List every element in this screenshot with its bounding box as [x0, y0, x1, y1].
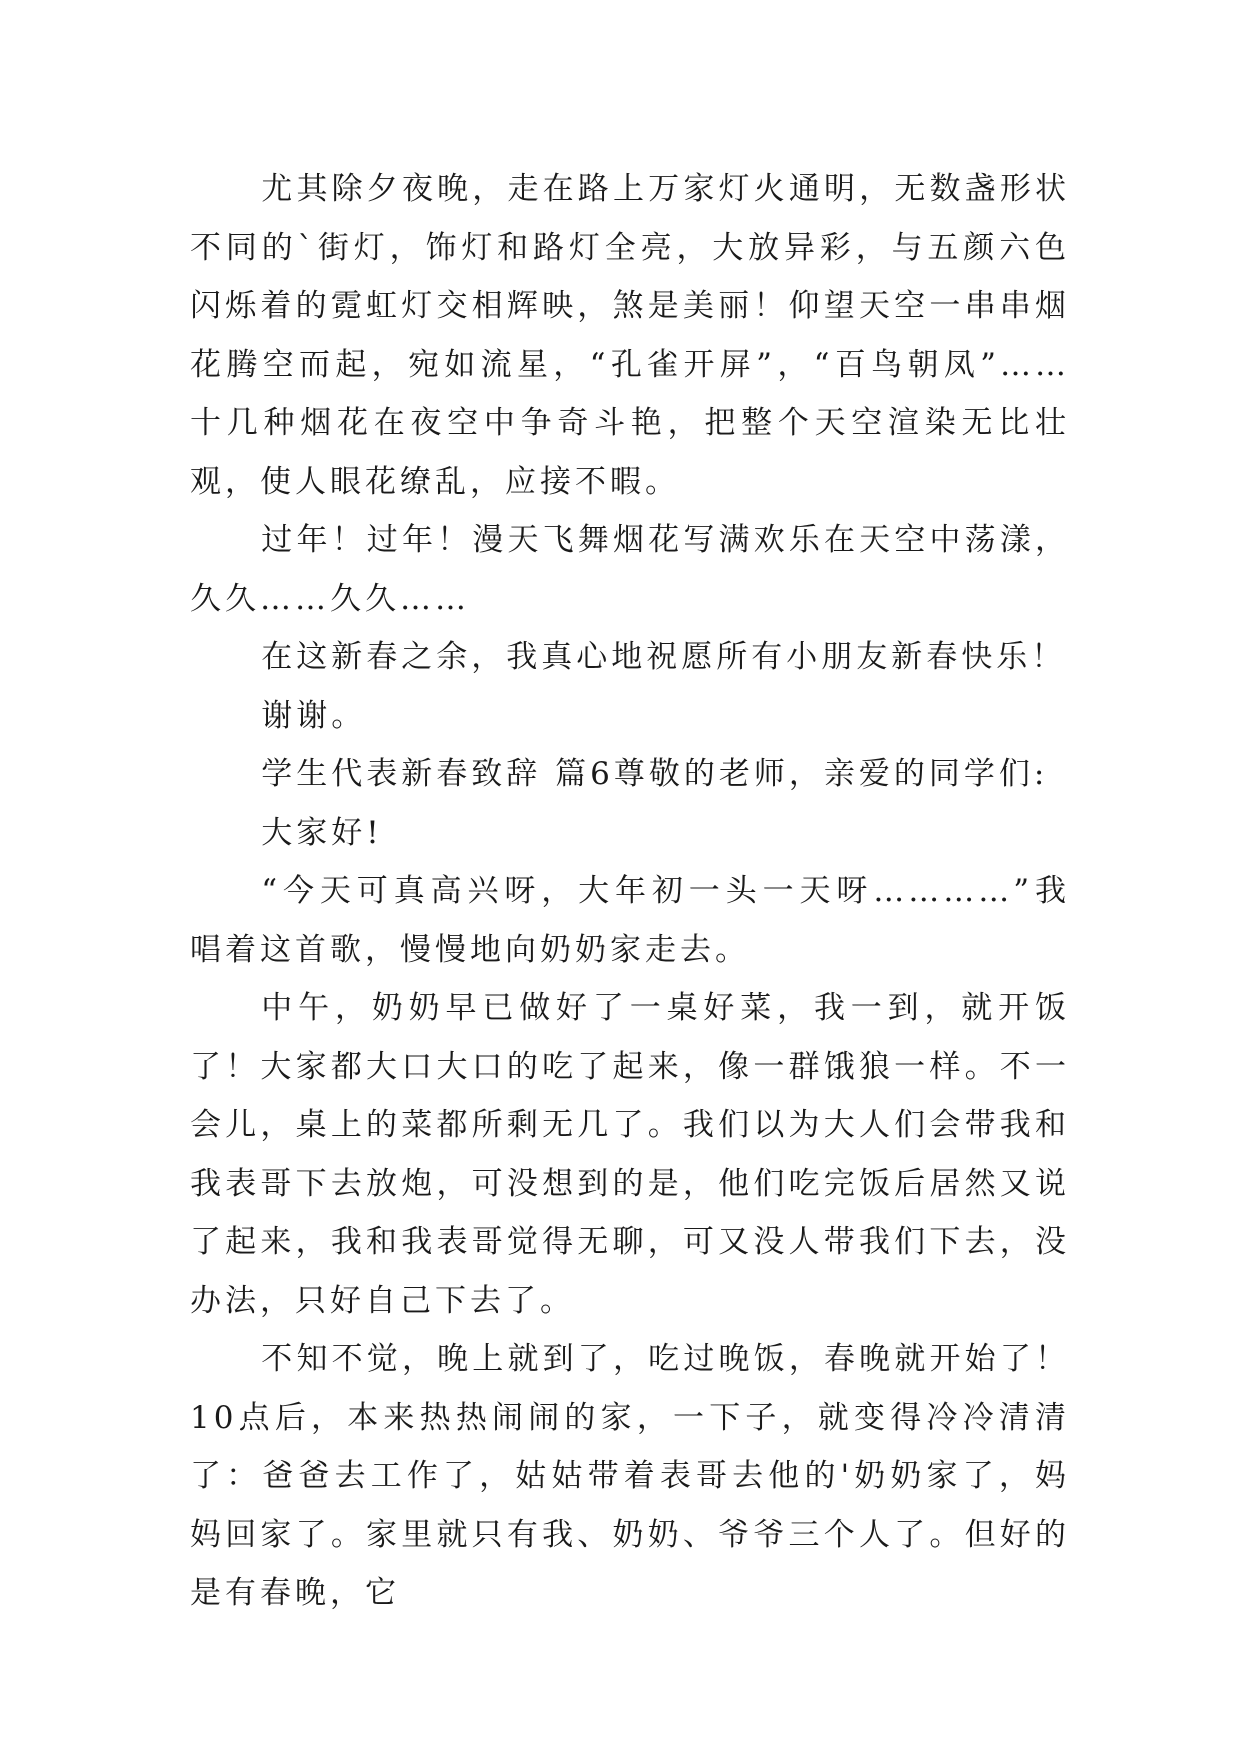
paragraph-lunch: 中午，奶奶早已做好了一桌好菜，我一到，就开饭了！大家都大口大口的吃了起来，像一群饿狼一样。不一会儿，桌上的菜都所剩无几了。我们以为大人们会带我和我表哥下去放炮，可没想到的是，他们吃完饭后居然又说了起来，我和我表哥觉得无聊，可又没人带我们下去，没办法，只好自己下去了。	[190, 990, 1070, 1319]
paragraph-thanks: 谢谢。	[261, 697, 367, 734]
paragraph-celebration: 过年！过年！漫天飞舞烟花写满欢乐在天空中荡漾，久久……久久……	[190, 522, 1070, 617]
paragraph-new-year-eve-fireworks: 尤其除夕夜晚，走在路上万家灯火通明，无数盏形状不同的`街灯，饰灯和路灯全亮，大放异彩，与五颜六色闪烁着的霓虹灯交相辉映，煞是美丽！仰望天空一串串烟花腾空而起，宛如流星，“孔雀开屏”，“百鸟朝凤”……十几种烟花在夜空中争奇斗艳，把整个天空渲染无比壮观，使人眼花缭乱，应接不暇。	[190, 171, 1070, 500]
paragraph-evening: 不知不觉，晚上就到了，吃过晚饭，春晚就开始了！10点后，本来热热闹闹的家，一下子，就变得冷冷清清了：爸爸去工作了，姑姑带着表哥去他的'奶奶家了，妈妈回家了。家里就只有我、奶奶、爷爷三个人了。但好的是有春晚，它	[190, 1341, 1070, 1611]
paragraph-song: “今天可真高兴呀，大年初一头一天呀…………”我唱着这首歌，慢慢地向奶奶家走去。	[190, 873, 1070, 968]
paragraph-greeting: 大家好!	[261, 814, 383, 851]
paragraph-wishes: 在这新春之余，我真心地祝愿所有小朋友新春快乐！	[261, 639, 1067, 675]
section-heading-speech-6: 学生代表新春致辞 篇6尊敬的老师，亲爱的同学们:	[261, 756, 1049, 792]
document-body	[190, 160, 1070, 1623]
